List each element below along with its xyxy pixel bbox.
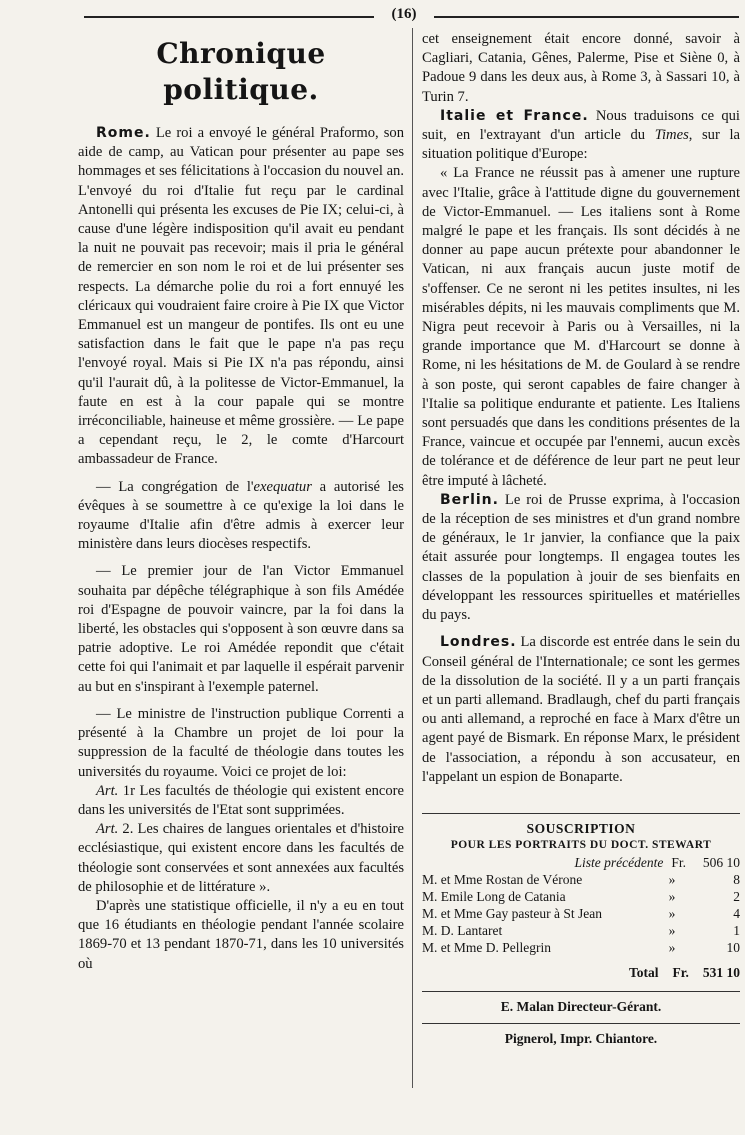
times-title: Times [654,127,689,144]
list-item [422,888,740,905]
article-continuation: cet enseignement était encore donné, savoir à Cagliari, Catania, Gênes, Palerme, Pise et Siène 0, à Padoue 9 dans les deux aus, à Rome 3, à Sassari 10, à Turin 7. [422,31,740,105]
previous-currency: Fr. [671,854,686,870]
ditto-mark: » [668,871,676,887]
article-italie-france [422,107,740,165]
previous-list-label: Liste précédente [574,854,664,870]
article-victor-emmanuel: — Le premier jour de l'an Victor Emmanuel souhaita par dépêche télégraphique à son fils Amédée roi d'Espagne de pouvoir vaincre, par la foi dans la liberté, les obstacles qui s'opposent à son œuvre dans sa patrie adoptive. Le roi Amédée repondit que c'était cette foi qui l'animait et par laquelle il espérait parvenir au but en s'inspirant à l'exemple paternel. [78,563,404,695]
director-line: E. Malan Directeur-Gérant. [422,991,740,1015]
art2-label: Art. [96,821,119,838]
subscriber-amount: 4 [733,905,740,921]
page-title: Chronique politique. [156,37,326,106]
printer-line: Pignerol, Impr. Chiantore. [422,1023,740,1047]
article-statistique: D'après une statistique officielle, il n'y a eu en tout que 16 étudiants en théologie pendant l'année scolaire 1869-70 et 13 pendant 1870-71, dans les 10 universités où [78,897,404,972]
place-heading-rome: Rome. [96,125,151,141]
italie-intro-a: Nous traduisons ce qui suit, en l'extrayant d'un article du [422,107,740,144]
exequatur-text-a: — La congrégation de l' [96,478,254,495]
art1-label: Art. [96,782,119,799]
exequatur-term: exequatur [253,478,312,495]
article-berlin-text: Le roi de Prusse exprima, à l'occasion de la réception de ses ministres et d'un grand nombre de généraux, le 1r janvier, la confiance que la paix était assurée pour longtemps. Il engagea toutes les classes de la population à jouir de ses bienfaits en développant les ressources spirituelles et matérielles du pays. [422,491,740,624]
article-rome-text: Le roi a envoyé le général Praformo, son aide de camp, au Vatican pour présenter au pape ses hommages et ses félicitations à l'occasion du nouvel an. L'envoyé du roi d'Italie fut reçu par le cardinal Antonelli qui présenta les excuses de Pie IX; celui-ci, à cause d'une légère indisposition qu'il avait eu pendant la nuit ne pouvait pas recevoir; mais il pria le général de remercier en son nom le roi et de lui présenter ses respects. La démarche polie du roi a fort ennuyé les cléricaux qui voudraient faire croire à Pie IX que Victor Emmanuel est un mangeur de pontifes. Ils ont eu une satisfaction dans le fait que le pape n'a pas reçu l'envoyé royal. Mais si Pie IX n'a pas répondu, ainsi qu'il l'aurait dû, à la politesse de Victor-Emmanuel, la faute en est à la cour papale qui se montre irréconciliable, haineuse et même grossière. — Le pape a cependant reçu, le 2, le comte d'Harcourt ambassadeur de France. [78,125,404,468]
list-item [422,939,740,956]
header-rule-left [84,16,374,18]
exequatur-text-b: a autorisé les évêques à se soumettre à ce qu'exige la loi dans le royaume d'Italie afin d'être admis à exercer leur ministère dans leurs diocèses respectifs. [78,478,404,553]
left-column [78,30,404,974]
souscription-section [422,813,740,1047]
ditto-mark: » [668,888,676,904]
subscriber-amount: 1 [733,922,740,938]
article-berlin [422,491,740,625]
italie-intro-b: , sur la situation politique d'Europe: [422,127,740,163]
total-currency: Fr. [672,964,689,980]
column-divider [412,28,413,1088]
article-art1 [78,782,404,820]
subscriber-name: M. et Mme Rostan de Vérone [422,871,583,887]
header-rule-right [434,16,739,18]
ditto-mark: » [668,939,676,955]
subscriber-amount: 8 [733,871,740,887]
article-exequatur [78,478,404,555]
place-heading-italie: Italie et France. [440,107,589,124]
souscription-previous-row [422,854,740,871]
right-column [422,30,740,1047]
article-italie-quote: « La France ne réussit pas à amener une rupture avec l'Italie, grâce à l'attitude digne du gouvernement de Victor-Emmanuel. — Les italiens sont à Rome malgré le pape et les français. Ils sont décidés à ne donner au pape aucun prétexte pour abandonner le Vatican, ni aux français aucun juste motif de s'offenser. Ce ne seront ni les petites insultes, ni les misérables dépits, ni les mauvais compliments que M. Nigra peut recevoir à Paris ou à Versailles, ni la grande importance que M. d'Harcourt se donne à Rome, ni les hésitations de M. de Goulard à se rendre à son poste, qui seront capables de faire changer à l'Italie sa politique endurante et patiente. Les Italiens sont persuadés que dans les conditions présentes de la France, vaincue et occupée par l'ennemi, aucun excès de tolérance et de déférence de leur part ne peut leur être imputé à lâcheté. [422,165,740,489]
souscription-subtitle: POUR LES PORTRAITS DU DOCT. STEWART [450,838,712,851]
ditto-mark: » [668,905,676,921]
souscription-total [422,964,740,981]
subscriber-name: M. Emile Long de Catania [422,888,566,904]
art2-text: 2. Les chaires de langues orientales et d'histoire ecclésiastique, qui existent encore dans les facultés de théologie sont conservées et sont annexées aux facultés de philosophie et de littérature ». [78,821,404,895]
list-item [422,871,740,888]
art1-text: 1r Les facultés de théologie qui existent encore dans les universités de l'Etat sont supprimées. [78,782,404,818]
page-number: (16) [391,6,417,22]
article-londres [422,633,740,787]
article-rome [78,124,404,470]
subscriber-name: M. et Mme D. Pellegrin [422,939,551,955]
souscription-title: SOUSCRIPTION [526,820,636,836]
list-item [422,905,740,922]
previous-amount: 506 10 [702,854,740,870]
article-londres-text: La discorde est entrée dans le sein du Conseil général de l'Internationale; ce sont les germes de la dissolution de la société. Il y a un parti français et un parti allemand. Bradlaugh, chef du parti français ou anti allemand, a reproché en face à Marx d'être un agent payé de Bismark. En réponse Marx, le président de l'association, a répondu à son accusateur, en l'appelant un espion de Bonaparte. [422,634,740,785]
subscriber-name: M. et Mme Gay pasteur à St Jean [422,905,602,921]
total-amount: 531 10 [702,964,740,980]
subscriber-name: M. D. Lantaret [422,922,503,938]
total-label: Total [628,964,659,980]
ditto-mark: » [668,922,676,938]
place-heading-berlin: Berlin. [440,491,499,508]
page-header [84,6,739,26]
place-heading-londres: Londres. [440,634,517,651]
subscriber-amount: 10 [726,939,740,955]
list-item [422,922,740,939]
subscriber-amount: 2 [733,888,740,904]
article-instruction: — Le ministre de l'instruction publique Correnti a présenté à la Chambre un projet de loi pour la suppression de la faculté de théologie dans toutes les universités du royaume. Voici ce projet de loi: [78,705,404,780]
article-art2 [78,820,404,897]
